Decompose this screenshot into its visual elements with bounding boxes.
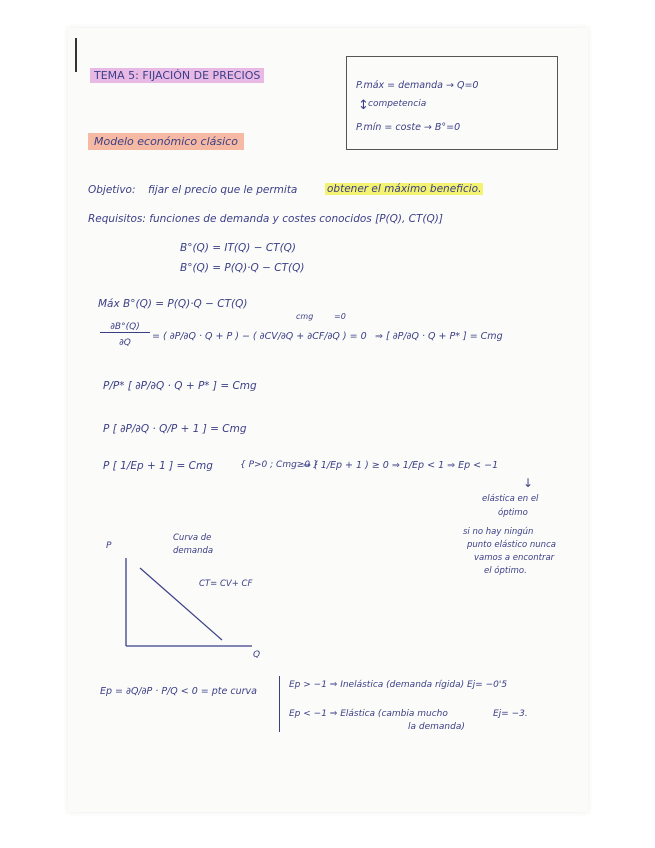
chart-ylabel: P: [106, 541, 112, 551]
note-optimum-2: punto elástico nunca: [467, 540, 556, 550]
elasticity-case-2-example: Ej= −3.: [493, 709, 528, 719]
requirements-text: Requisitos: funciones de demanda y costes conocidos [P(Q), CT(Q)]: [88, 213, 443, 225]
objective-highlight: obtener el máximo beneficio.: [327, 183, 482, 195]
elasticity-case-1: Ep > −1 ⇒ Inelástica (demanda rígida) Ej= −0'5: [289, 680, 508, 690]
margin-line: [75, 38, 77, 72]
curve-label-1: Curva de: [173, 533, 212, 543]
equation-1: B°(Q) = IT(Q) − CT(Q): [180, 242, 297, 254]
note-optimum-3: vamos a encontrar: [474, 553, 555, 563]
objective-label: Objetivo:: [88, 184, 136, 196]
equation-2: B°(Q) = P(Q)·Q − CT(Q): [180, 262, 305, 274]
equation-4-middle: = ( ∂P/∂Q · Q + P ) − ( ∂CV/∂Q + ∂CF/∂Q ) = 0: [152, 331, 367, 342]
page-title: TEMA 5: FIJACIÓN DE PRECIOS: [90, 68, 264, 83]
box-line-competition: competencia: [368, 99, 427, 109]
eq4-denominator: ∂Q: [119, 338, 131, 348]
eq4-numerator: ∂B°(Q): [100, 322, 150, 333]
equation-7-conditions: { P>0 ; Cmg≥0 }: [240, 460, 319, 470]
objective-text: fijar el precio que le permita: [148, 184, 298, 196]
elasticity-divider: [279, 676, 280, 732]
elasticity-case-2: Ep < −1 ⇒ Elástica (cambia mucho: [289, 709, 448, 719]
equation-5: P/P* [ ∂P/∂Q · Q + P* ] = Cmg: [103, 380, 257, 392]
note-optimum-1: si no hay ningún: [463, 527, 534, 537]
elasticity-case-2b: la demanda): [408, 722, 465, 732]
box-line-max: P.máx = demanda → Q=0: [356, 80, 479, 91]
section-title: Modelo económico clásico: [88, 133, 244, 150]
equation-7: P [ 1/Ep + 1 ] = Cmg: [103, 460, 213, 472]
elasticity-formula: Ep = ∂Q/∂P · P/Q < 0 = pte curva: [100, 686, 257, 697]
eq4-zero-note: =0: [334, 312, 346, 321]
updown-arrow-icon: ↕: [358, 98, 369, 113]
down-arrow-icon: ↓: [523, 476, 534, 490]
demand-curve-sketch: [110, 548, 270, 663]
equation-7-result: ⇒ ( 1/Ep + 1 ) ≥ 0 ⇒ 1/Ep < 1 ⇒ Ep < −1: [303, 460, 499, 471]
chart-xlabel: Q: [253, 650, 261, 660]
equation-3: Máx B°(Q) = P(Q)·Q − CT(Q): [98, 298, 248, 310]
note-optimum-4: el óptimo.: [484, 566, 527, 576]
curve-label-2: demanda: [173, 546, 214, 556]
box-line-min: P.mín = coste → B°=0: [356, 122, 461, 133]
note-elastic-2: óptimo: [498, 508, 528, 518]
equation-4-right: ⇒ [ ∂P/∂Q · Q + P* ] = Cmg: [375, 331, 503, 342]
equation-6: P [ ∂P/∂Q · Q/P + 1 ] = Cmg: [103, 423, 247, 435]
note-elastic-1: elástica en el: [482, 494, 539, 504]
eq4-cmg-note: cmg: [296, 312, 314, 321]
ct-label: CT= CV+ CF: [199, 579, 253, 589]
